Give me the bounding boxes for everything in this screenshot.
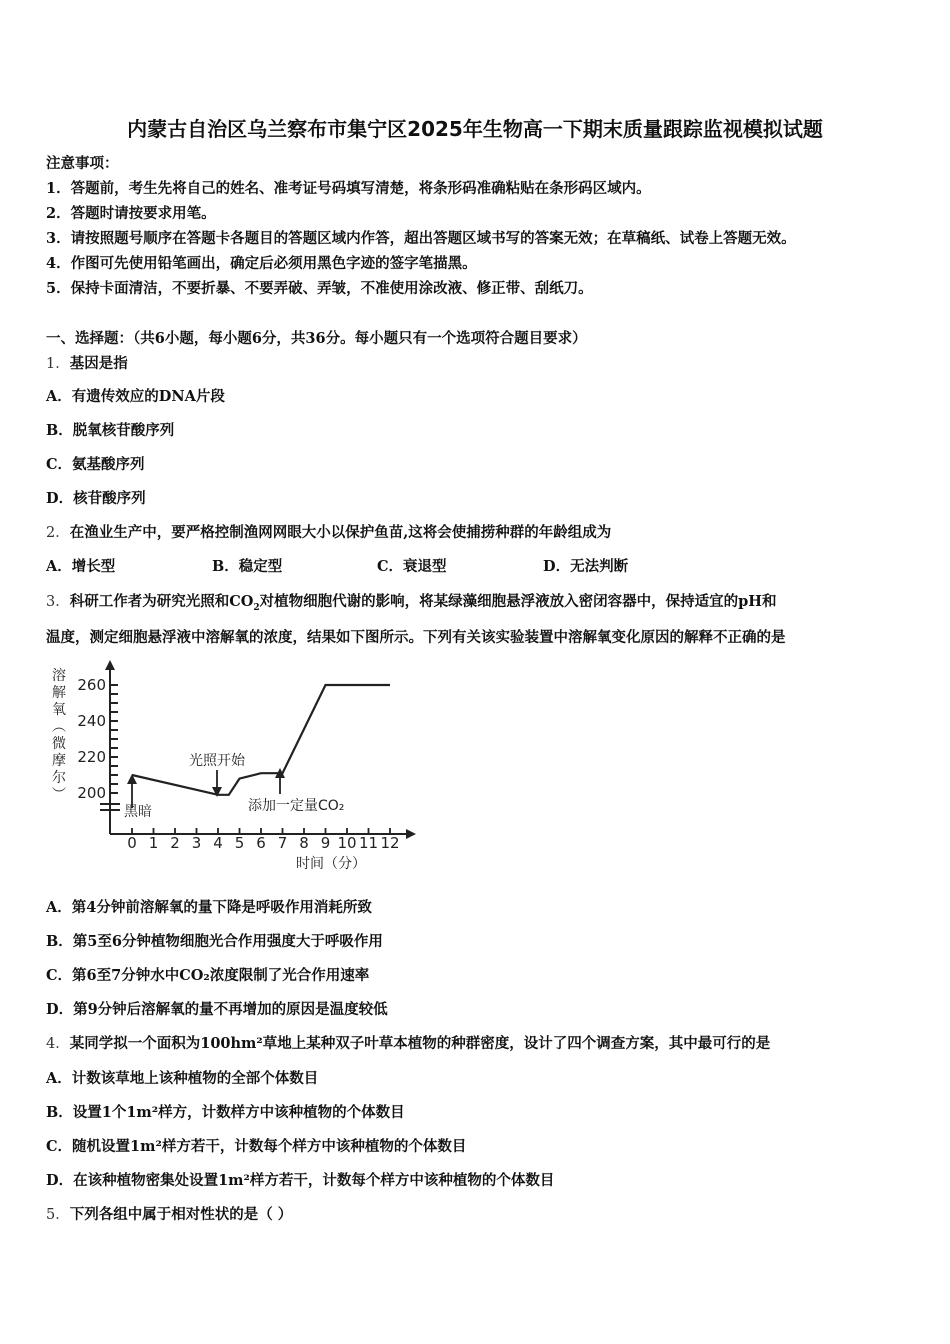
x-tick-label: 9 [320,834,331,852]
question-stem: 某同学拟一个面积为100hm²草地上某种双子叶草本植物的种群密度，设计了四个调查方案，其中最可行的是 [69,1035,771,1052]
y-axis-label-char: ︶ [52,787,66,803]
question-2 [46,521,611,542]
question-3-line2: 温度，测定细胞悬浮液中溶解氧的浓度，结果如下图所示。下列有关该实验装置中溶解氧变化原因的解释不正确的是 [46,629,786,646]
question-stem: 在渔业生产中，要严格控制渔网网眼大小以保护鱼苗,这将会使捕捞种群的年龄组成为 [69,524,612,541]
series-line-dissolved-oxygen [132,685,390,795]
annotation-light-start: 光照开始 [189,753,245,769]
y-axis-arrow [105,660,115,670]
y-axis-label-char: 尔 [52,770,66,786]
notice-item-1: 1．答题前，考生先将自己的姓名、准考证号码填写清楚，将条形码准确粘贴在条形码区域内。 [46,180,651,197]
q4-option-a: A．计数该草地上该种植物的全部个体数目 [46,1070,319,1087]
question-stem: 基因是指 [69,355,128,372]
x-axis-arrow [406,829,416,839]
page-title: 内蒙古自治区乌兰察布市集宁区2025年生物高一下期末质量跟踪监视模拟试题 [127,117,823,141]
y-axis-label-char: 微 [52,736,66,752]
x-tick-label: 5 [234,834,245,852]
x-tick-label: 8 [299,834,309,852]
q3-option-c: C．第6至7分钟水中CO₂浓度限制了光合作用速率 [46,967,370,984]
x-tick-label: 1 [148,834,159,852]
q4-option-d: D．在该种植物密集处设置1m²样方若干，计数每个样方中该种植物的个体数目 [46,1172,555,1189]
notice-item-4: 4．作图可先使用铅笔画出，确定后必须用黑色字迹的签字笔描黑。 [46,255,477,272]
x-tick-label: 7 [277,834,288,852]
x-axis-label: 时间（分） [296,856,366,872]
x-tick-label: 12 [380,834,400,852]
question-5 [46,1203,292,1224]
question-number: 1． [46,356,70,372]
question-number: 5． [46,1207,70,1223]
y-axis-label-char: 溶 [52,668,66,684]
question-number: 2． [46,525,70,541]
notice-item-5: 5．保持卡面清洁，不要折暴、不要弄破、弄皱，不准使用涂改液、修正带、刮纸刀。 [46,280,593,297]
y-axis-label-char: 解 [52,685,66,701]
dissolved-oxygen-chart [44,658,424,878]
question-4 [46,1032,770,1053]
q4-option-b: B．设置1个1m²样方，计数样方中该种植物的个体数目 [46,1104,405,1121]
notice-heading: 注意事项： [46,155,119,172]
y-tick-label: 220 [77,748,106,766]
y-tick-label: 240 [77,712,106,730]
y-axis-label-char: ︵ [52,719,66,735]
x-tick-label: 3 [191,834,202,852]
question-stem-part1: 科研工作者为研究光照和CO [69,593,254,610]
annotation-add-co2: 添加一定量CO₂ [248,798,345,814]
x-tick-label: 10 [337,834,357,852]
q3-option-d: D．第9分钟后溶解氧的量不再增加的原因是温度较低 [46,1001,388,1018]
question-stem-part2: 对植物细胞代谢的影响，将某绿藻细胞悬浮液放入密闭容器中，保持适宜的pH和 [259,593,777,610]
notice-item-2: 2．答题时请按要求用笔。 [46,205,216,222]
notice-item-3: 3．请按照题号顺序在答题卡各题目的答题区域内作答，超出答题区域书写的答案无效；在草稿纸、试卷上答题无效。 [46,230,796,247]
q1-option-c: C．氨基酸序列 [46,456,145,473]
x-tick-label: 0 [127,834,137,852]
q4-option-c: C．随机设置1m²样方若干，计数每个样方中该种植物的个体数目 [46,1138,467,1155]
q2-option-d: D．无法判断 [543,558,629,575]
question-3 [46,590,777,613]
question-number: 4． [46,1036,70,1052]
q2-option-b: B．稳定型 [212,558,283,575]
x-tick-label: 6 [256,834,266,852]
x-tick-label: 11 [358,834,379,852]
x-tick-label: 2 [170,834,180,852]
section-heading: 一、选择题：（共6小题，每小题6分，共36分。每小题只有一个选项符合题目要求） [46,330,587,347]
x-tick-label: 4 [213,834,223,852]
q1-option-a: A．有遗传效应的DNA片段 [46,388,225,405]
question-1 [46,352,128,373]
annotation-dark: 黑暗 [124,804,152,820]
question-number: 3． [46,594,70,610]
y-tick-label: 260 [77,676,106,694]
question-stem: 下列各组中属于相对性状的是（ ） [69,1206,293,1223]
y-tick-label: 200 [77,784,106,802]
y-axis-label-char: 氧 [52,702,66,718]
y-axis-label [52,667,66,803]
q2-option-c: C．衰退型 [377,558,447,575]
y-axis-label-char: 摩 [52,753,66,769]
q2-option-a: A．增长型 [46,558,116,575]
q3-option-a: A．第4分钟前溶解氧的量下降是呼吸作用消耗所致 [46,899,372,916]
q3-option-b: B．第5至6分钟植物细胞光合作用强度大于呼吸作用 [46,933,383,950]
q1-option-b: B．脱氧核苷酸序列 [46,422,175,439]
q1-option-d: D．核苷酸序列 [46,490,146,507]
co2-subscript: 2 [253,602,260,613]
